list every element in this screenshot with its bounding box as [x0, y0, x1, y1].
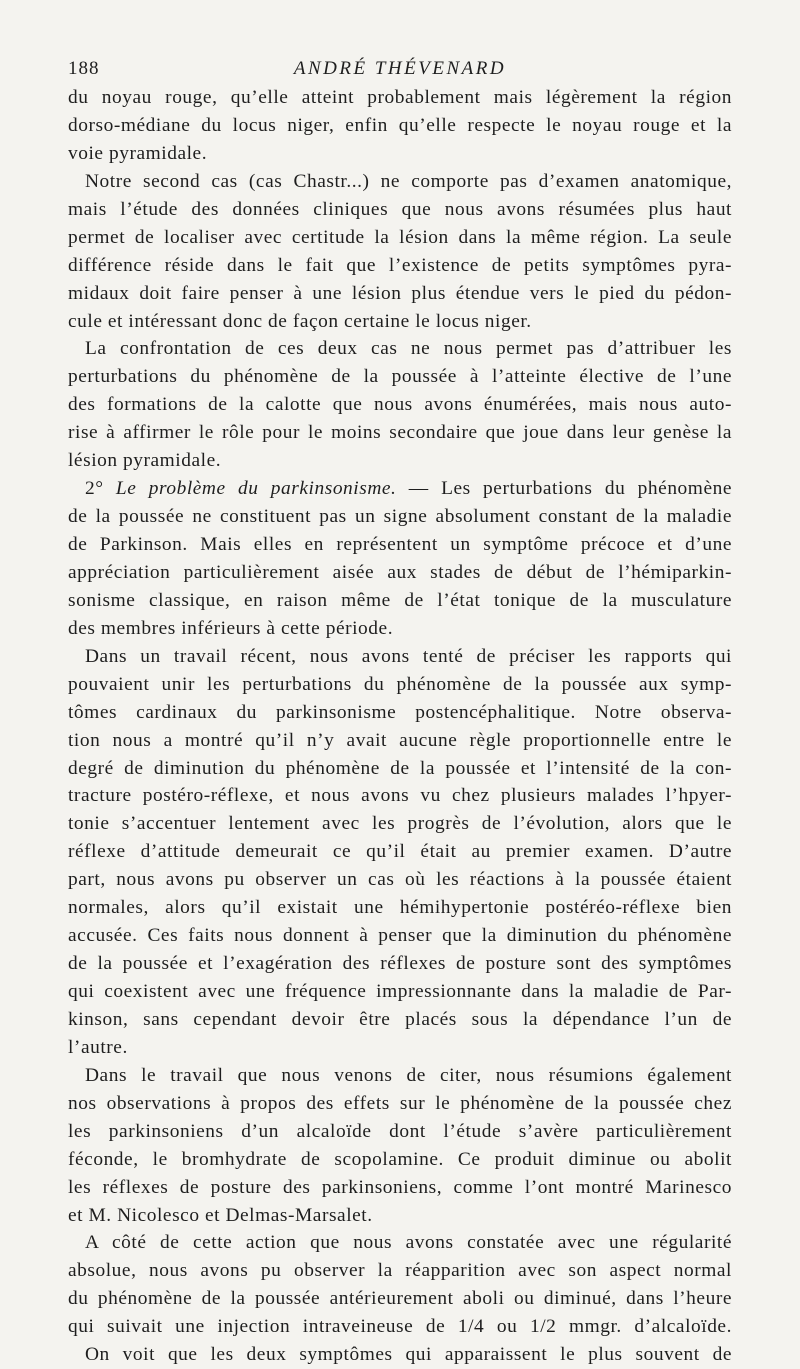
running-title: ANDRÉ THÉVENARD — [293, 58, 507, 79]
text-line: et M. Nicolesco et Delmas-Marsalet. — [68, 1204, 373, 1226]
text-line: des membres inférieurs à cette période. — [68, 617, 394, 639]
text-line: midaux doit faire penser à une lésion plus étendue vers le pied du pédon- — [68, 282, 732, 304]
text-line: féconde, le bromhydrate de scopolamine. Ce produit diminue ou abolit — [68, 1148, 732, 1170]
text-line: de Parkinson. Mais elles en représentent un symptôme précoce et d’une — [68, 534, 732, 555]
text-line: tracture postéro-réflexe, et nous avons vu chez plusieurs malades l’hpyer- — [68, 785, 732, 807]
text-line: kinson, sans cependant devoir être placés sous la dépendance l’un de — [68, 1008, 732, 1030]
text-line: dorso-médiane du locus niger, enfin qu’elle respecte le noyau rouge et la — [68, 114, 732, 136]
text-line — [68, 475, 732, 503]
text-line: du noyau rouge, qu’elle atteint probablement mais légèrement la région — [68, 87, 732, 108]
text-line: absolue, nous avons pu observer la réapparition avec son aspect normal — [68, 1260, 732, 1282]
text-line: lésion pyramidale. — [68, 450, 222, 472]
text-line: accusée. Ces faits nous donnent à penser que la diminution du phénomène — [68, 925, 732, 947]
text-line: On voit que les deux symptômes qui apparaissent le plus souvent de — [85, 1344, 732, 1366]
text-line: qui suivait une injection intraveineuse de 1/4 ou 1/2 mmgr. d’alcaloïde. — [68, 1316, 732, 1338]
text-line: les réflexes de posture des parkinsoniens, comme l’ont montré Marinesco — [68, 1176, 732, 1198]
text-line: Dans un travail récent, nous avons tenté de préciser les rapports qui — [85, 645, 732, 667]
text-line: nos observations à propos des effets sur le phénomène de la poussée chez — [68, 1092, 732, 1114]
body-text — [68, 84, 732, 1369]
text-line: des formations de la calotte que nous avons énumérées, mais nous auto- — [68, 394, 732, 416]
text-line: La confrontation de ces deux cas ne nous permet pas d’attribuer les — [85, 338, 732, 360]
text-line: permet de localiser avec certitude la lésion dans la même région. La seule — [68, 226, 732, 248]
text-line: réflexe d’attitude demeurait ce qu’il était au premier examen. D’autre — [68, 841, 732, 863]
text-line: part, nous avons pu observer un cas où les réactions à la poussée étaient — [68, 869, 732, 891]
text-line: différence réside dans le fait que l’existence de petits symptômes pyra- — [68, 254, 732, 276]
text-line: voie pyramidale. — [68, 142, 208, 164]
text-line: perturbations du phénomène de la poussée à l’atteinte élective de l’une — [68, 366, 732, 388]
text-line: sonisme classique, en raison même de l’état tonique de la musculature — [68, 589, 732, 611]
text-line: degré de diminution du phénomène de la poussée et l’intensité de la con- — [68, 757, 732, 779]
text-line: rise à affirmer le rôle pour le moins secondaire que joue dans leur genèse la — [68, 422, 732, 444]
text-line: appréciation particulièrement aisée aux stades de début de l’hémiparkin- — [68, 561, 732, 583]
text-line: tômes cardinaux du parkinsonisme postencéphalitique. Notre observa- — [68, 701, 732, 723]
text-line: du phénomène de la poussée antérieurement aboli ou diminué, dans l’heure — [68, 1288, 732, 1310]
text-line: qui coexistent avec une fréquence impressionnante dans la maladie de Par- — [68, 981, 732, 1002]
text-line: pouvaient unir les perturbations du phénomène de la poussée aux symp- — [68, 673, 732, 695]
text-line: mais l’étude des données cliniques que nous avons résumées plus haut — [68, 198, 732, 220]
text-line: cule et intéressant donc de façon certaine le locus niger. — [68, 310, 532, 332]
page-number: 188 — [68, 58, 100, 79]
text-line: Dans le travail que nous venons de citer, nous résumions également — [85, 1064, 732, 1086]
line-text: — Les perturbations du phénomène — [396, 478, 732, 500]
text-line: de la poussée et l’exagération des réflexes de posture sont des symptômes — [68, 953, 732, 975]
text-line: de la poussée ne constituent pas un signe absolument constant de la maladie — [68, 506, 732, 528]
text-line: tion nous a montré qu’il n’y avait aucune règle proportionnelle entre le — [68, 729, 732, 751]
section-title: Le problème du parkinsonisme. — [115, 478, 397, 500]
text-line: A côté de cette action que nous avons constatée avec une régularité — [85, 1232, 732, 1254]
text-line: les parkinsoniens d’un alcaloïde dont l’étude s’avère particulièrement — [68, 1120, 732, 1142]
section-number: 2° — [85, 478, 116, 500]
text-line: l’autre. — [68, 1036, 128, 1058]
text-line: Notre second cas (cas Chastr...) ne comporte pas d’examen anatomique, — [85, 170, 732, 192]
text-line: tonie s’accentuer lentement avec les progrès de l’évolution, alors que le — [68, 813, 732, 835]
text-line: normales, alors qu’il existait une hémihypertonie postéréo-réflexe bien — [68, 897, 732, 919]
